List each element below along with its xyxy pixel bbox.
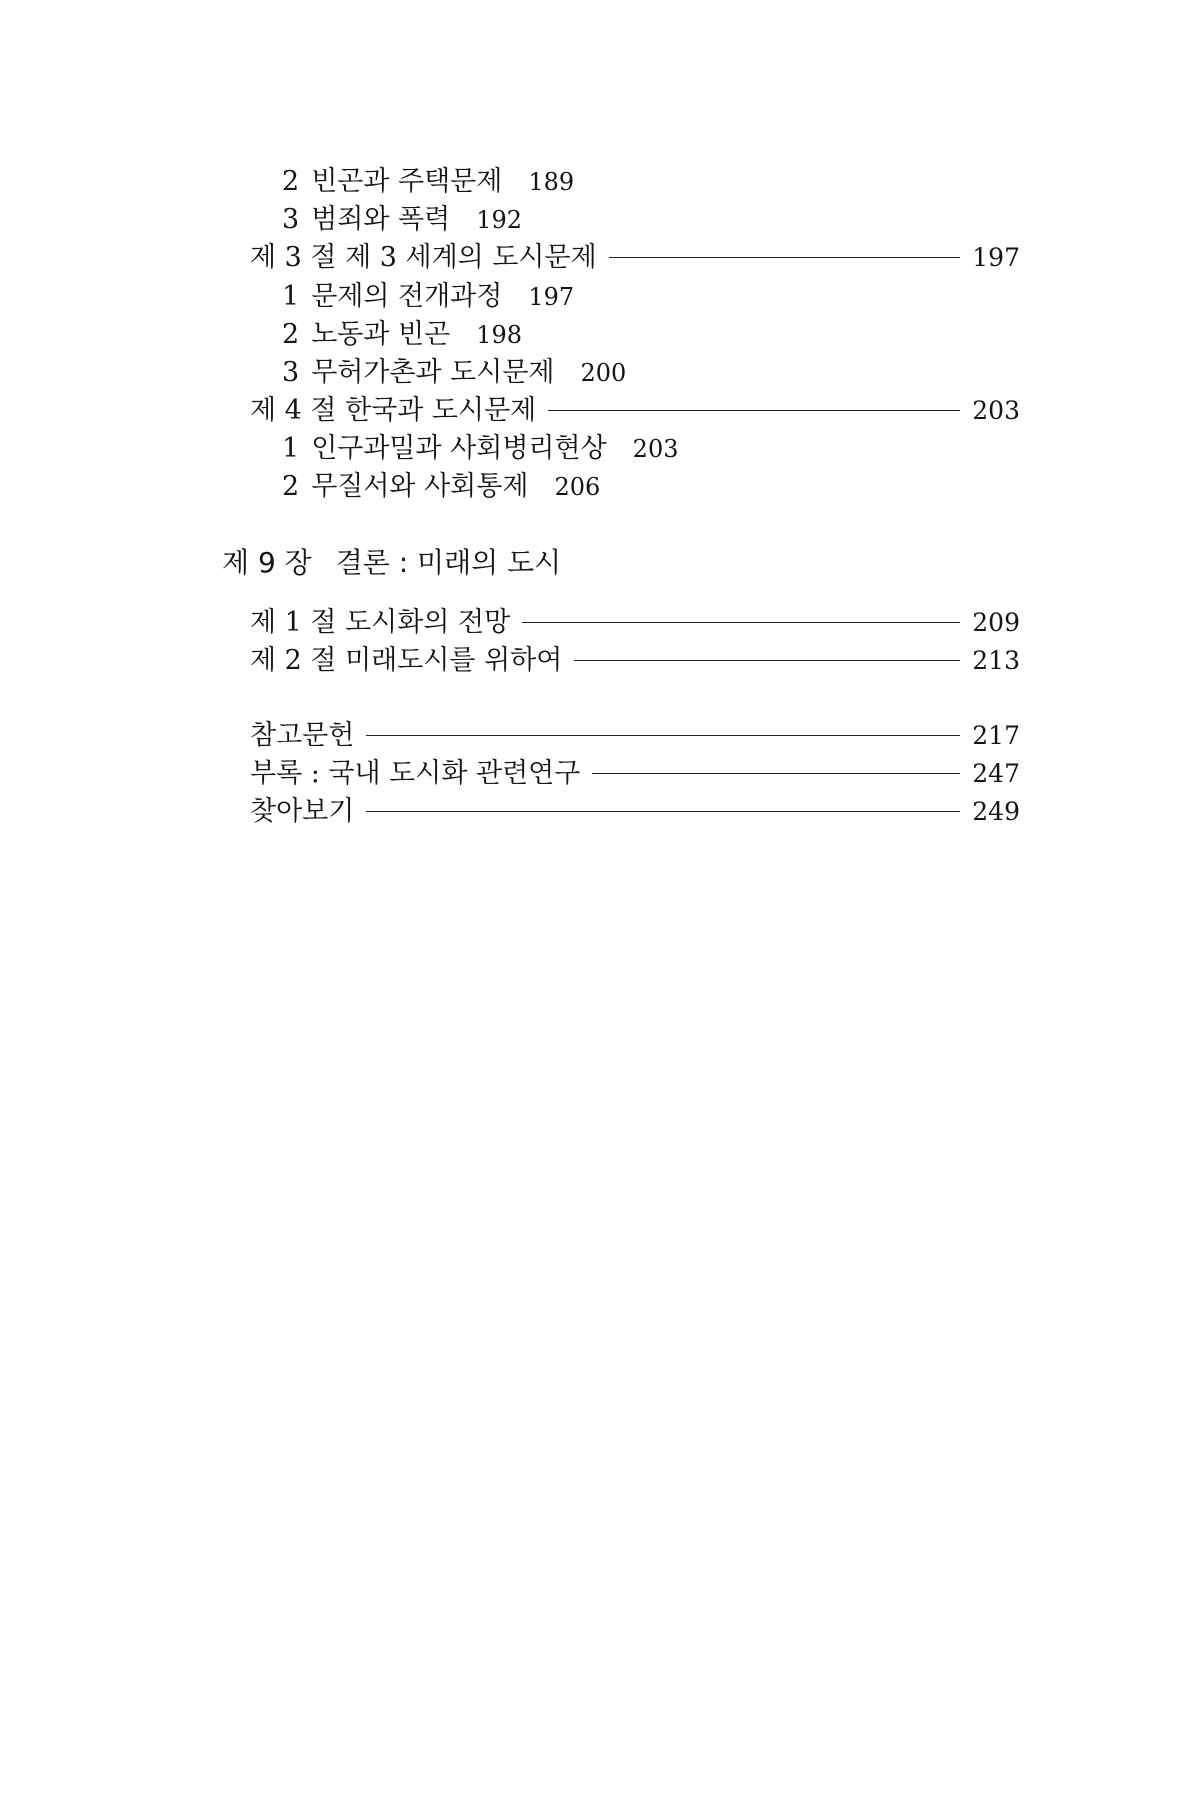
toc-section-3[interactable] — [250, 244, 1020, 271]
subsection-title: 무허가촌과 도시문제 — [311, 357, 555, 388]
subsection-number: 3 — [282, 357, 300, 388]
page-number: 217 — [972, 721, 1020, 750]
dot-leader — [609, 257, 961, 258]
subsection-number: 3 — [282, 204, 300, 235]
toc-section-1[interactable] — [250, 609, 1020, 636]
dot-leader — [592, 773, 960, 774]
subsection-number: 2 — [282, 166, 300, 197]
page-number: 197 — [528, 283, 575, 311]
chapter-heading[interactable] — [222, 546, 562, 579]
page-number: 203 — [972, 396, 1020, 425]
dot-leader — [366, 735, 960, 736]
subsection-title: 범죄와 폭력 — [311, 204, 451, 235]
section-label: 제 4 절 한국과 도시문제 — [250, 395, 537, 426]
page-number: 249 — [972, 797, 1020, 826]
subsection-number: 1 — [282, 433, 300, 464]
dot-leader — [366, 811, 960, 812]
dot-leader — [574, 660, 960, 661]
dot-leader — [522, 622, 960, 623]
page-number: 197 — [972, 243, 1020, 272]
subsection-number: 1 — [282, 281, 300, 312]
section-label: 제 1 절 도시화의 전망 — [250, 607, 511, 638]
page-number: 213 — [972, 646, 1020, 675]
toc-subsection[interactable] — [282, 321, 522, 348]
subsection-number: 2 — [282, 471, 300, 502]
page-number: 206 — [554, 473, 601, 501]
subsection-title: 빈곤과 주택문제 — [311, 166, 503, 197]
page-number: 247 — [972, 759, 1020, 788]
toc-appendix[interactable] — [250, 760, 1020, 787]
entry-label: 부록 : 국내 도시화 관련연구 — [250, 758, 581, 789]
toc-subsection[interactable] — [282, 168, 574, 195]
chapter-title: 결론 : 미래의 도시 — [335, 546, 562, 579]
subsection-title: 무질서와 사회통제 — [311, 471, 529, 502]
toc-references[interactable] — [250, 722, 1020, 749]
subsection-title: 인구과밀과 사회병리현상 — [311, 433, 607, 464]
page-number: 200 — [580, 359, 627, 387]
page-number: 203 — [632, 435, 679, 463]
page-number: 198 — [476, 321, 522, 349]
toc-subsection[interactable] — [282, 435, 678, 462]
entry-label: 찾아보기 — [250, 796, 355, 827]
toc-section-4[interactable] — [250, 397, 1020, 424]
dot-leader — [548, 410, 960, 411]
page-number: 192 — [476, 206, 522, 234]
chapter-label: 제 9 장 — [222, 546, 312, 579]
toc-subsection[interactable] — [282, 283, 574, 310]
toc-index[interactable] — [250, 798, 1020, 825]
subsection-title: 문제의 전개과정 — [311, 281, 503, 312]
toc-subsection[interactable] — [282, 206, 522, 233]
section-label: 제 3 절 제 3 세계의 도시문제 — [250, 242, 597, 273]
toc-subsection[interactable] — [282, 473, 600, 500]
toc-section-2[interactable] — [250, 647, 1020, 674]
page-number: 209 — [972, 608, 1020, 637]
toc-subsection[interactable] — [282, 359, 626, 386]
subsection-number: 2 — [282, 319, 300, 350]
subsection-title: 노동과 빈곤 — [311, 319, 451, 350]
entry-label: 참고문헌 — [250, 720, 355, 751]
page-number: 189 — [528, 168, 575, 196]
section-label: 제 2 절 미래도시를 위하여 — [250, 645, 563, 676]
